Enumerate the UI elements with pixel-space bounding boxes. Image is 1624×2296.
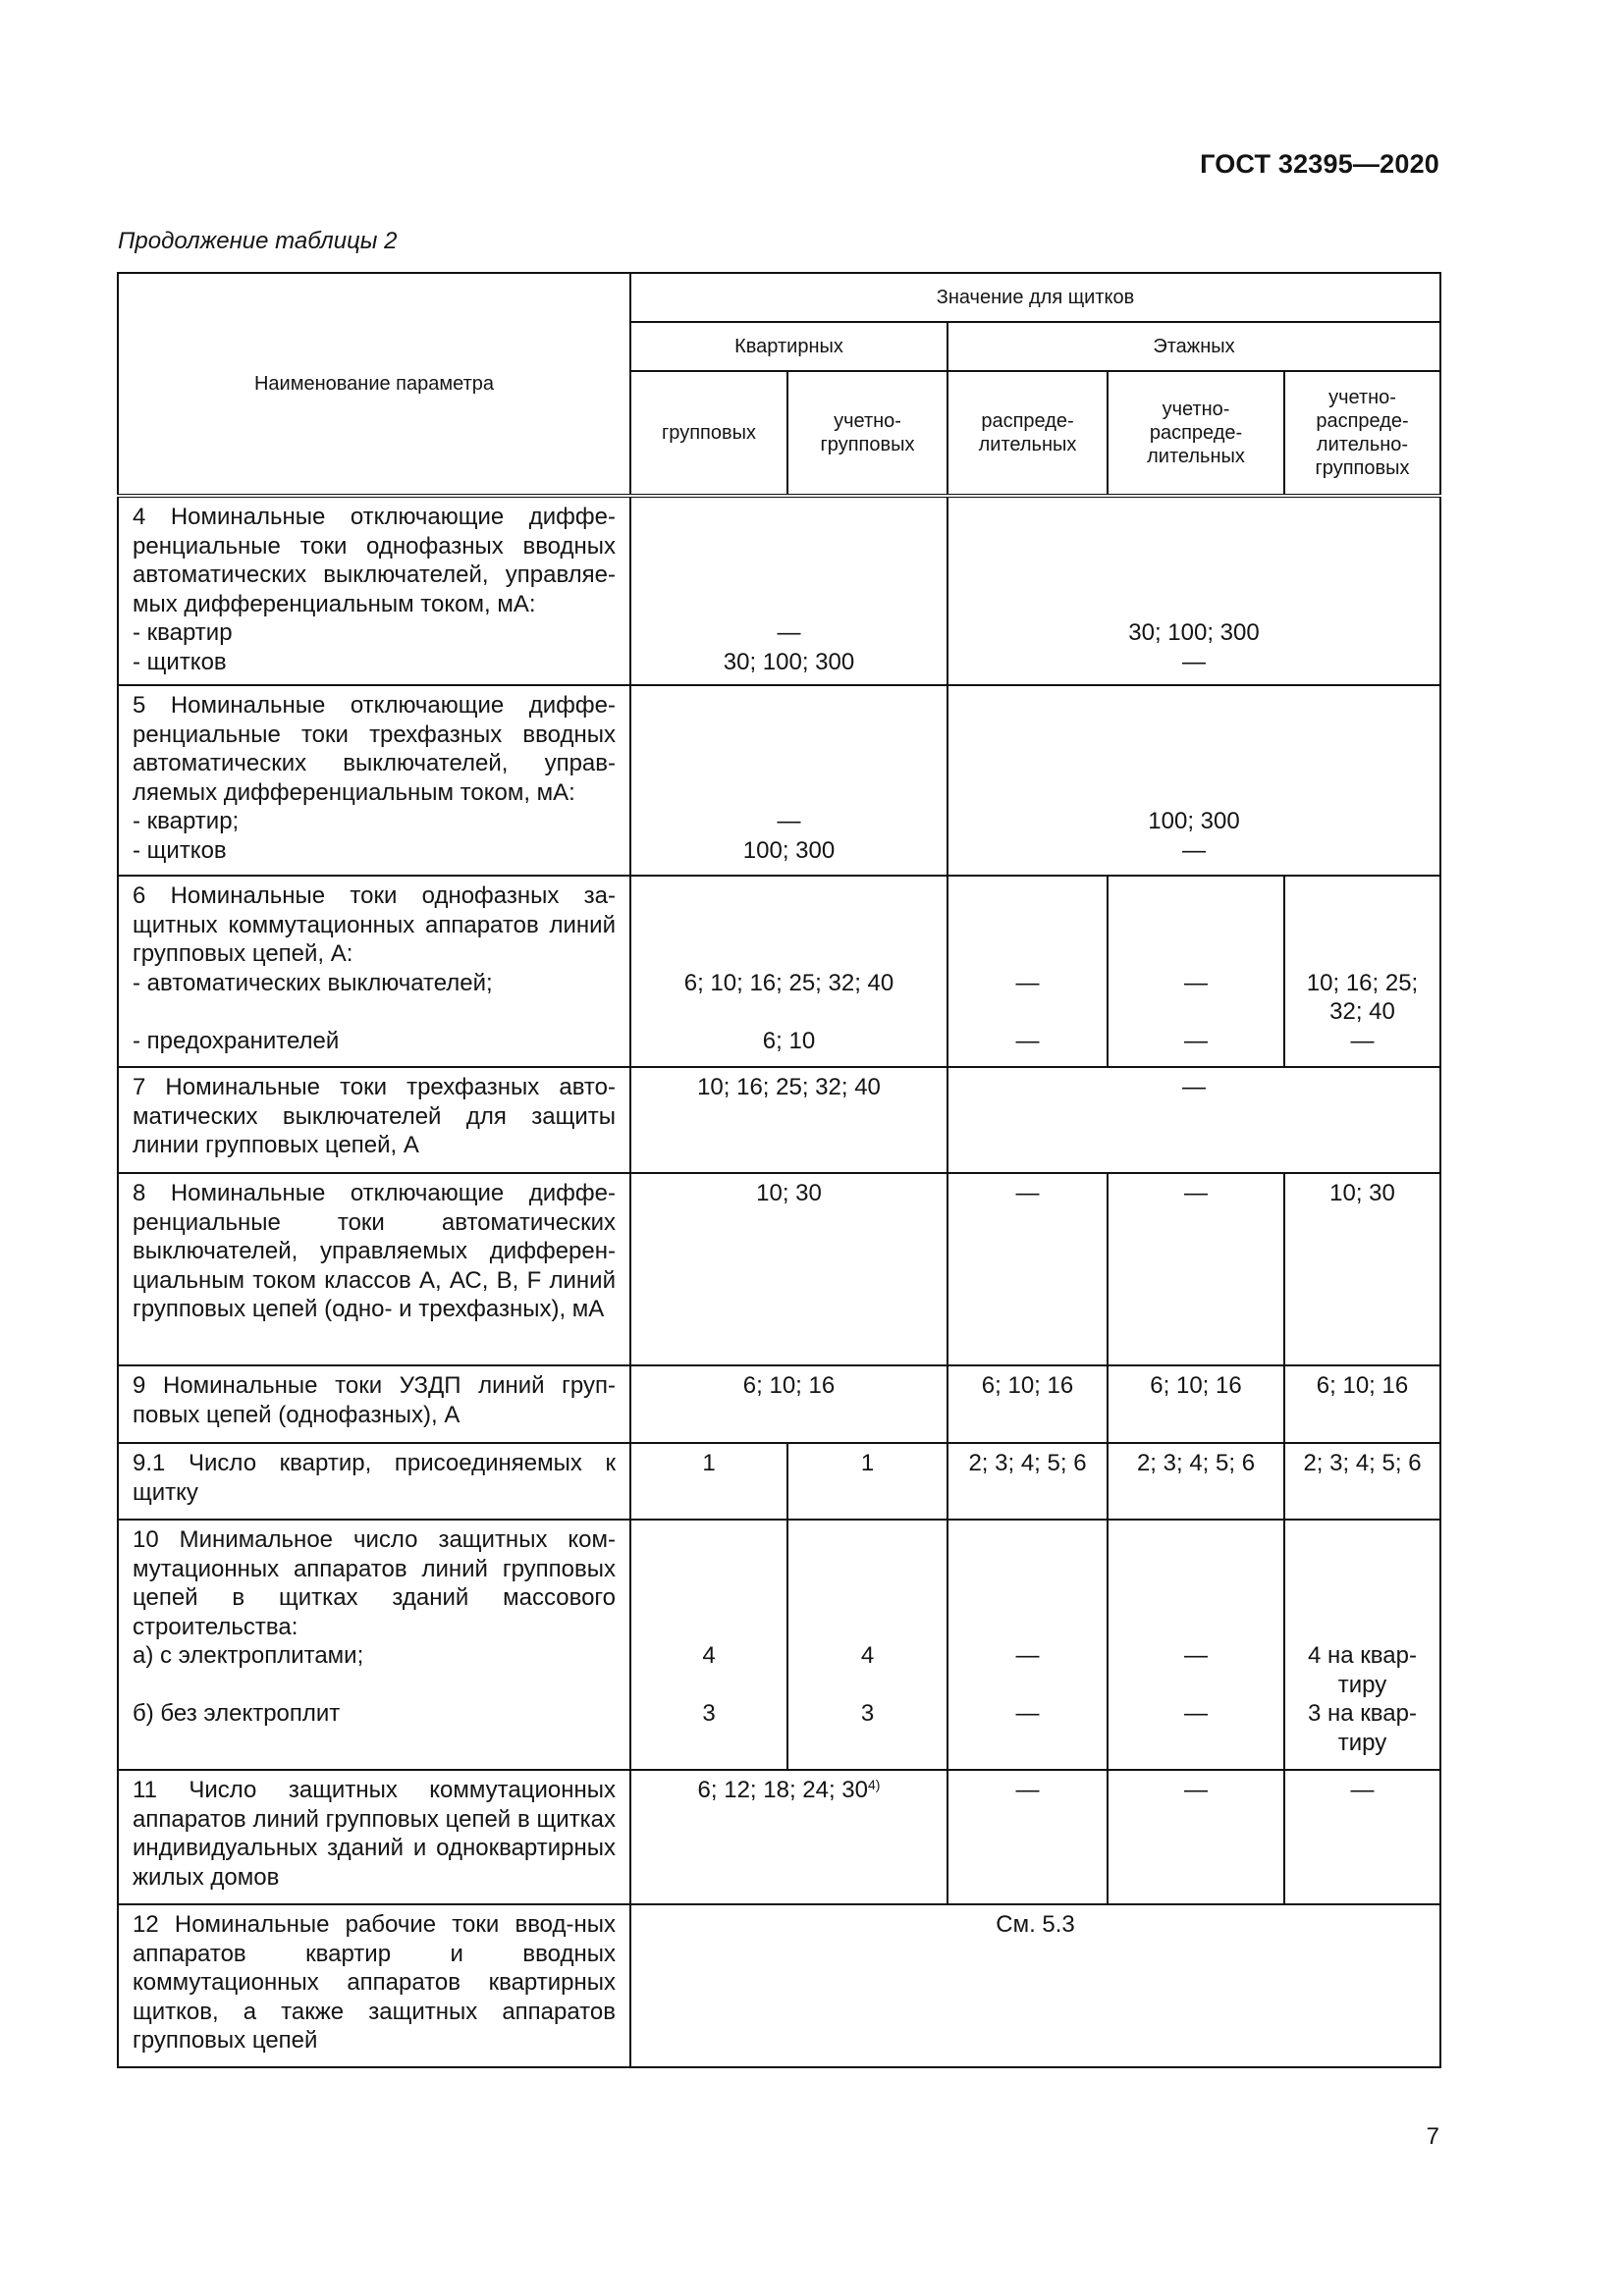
row-7-apartment-value: 10; 16; 25; 32; 40 bbox=[630, 1067, 947, 1173]
row-6-group-value-1: 10; 16; 25; 32; 40 bbox=[1306, 969, 1419, 1025]
row-6-distribution-value-1: — bbox=[1015, 969, 1040, 996]
row-7-floor-value: — bbox=[947, 1067, 1440, 1173]
parameters-table bbox=[117, 272, 1441, 2068]
row-10-distribution-value-2: — bbox=[1015, 1700, 1040, 1727]
row-4-floor-values bbox=[947, 496, 1440, 685]
row-4-floor-value-2: — bbox=[1182, 648, 1206, 675]
row-10-metering-value-1: — bbox=[1184, 1642, 1208, 1669]
row-8-distribution-value: — bbox=[947, 1173, 1108, 1365]
row-6-group-value-2: — bbox=[1350, 1027, 1375, 1054]
row-9-distribution-value: 6; 10; 16 bbox=[947, 1365, 1108, 1443]
table-row bbox=[118, 1770, 1440, 1904]
footnote-ref: 4) bbox=[868, 1777, 881, 1792]
row-11-metering-value: — bbox=[1108, 1770, 1284, 1904]
row-10-item-with-stoves: а) с электроплитами; bbox=[133, 1642, 364, 1669]
row-10-item-without-stoves: б) без электроплит bbox=[133, 1700, 341, 1727]
row-10-distribution-values bbox=[947, 1520, 1108, 1770]
table-row bbox=[118, 1520, 1440, 1770]
page-number: 7 bbox=[1426, 2123, 1439, 2150]
table-row bbox=[118, 1365, 1440, 1443]
row-9-group-value: 6; 10; 16 bbox=[1284, 1365, 1440, 1443]
row-6-apartment-values bbox=[630, 876, 947, 1067]
table-row bbox=[118, 876, 1440, 1067]
header-col-metering-group: учетно- групповых bbox=[787, 371, 947, 496]
document-code: ГОСТ 32395—2020 bbox=[1200, 149, 1439, 179]
header-col-metering-distribution-group: учетно- распреде- лительно- групповых bbox=[1284, 371, 1440, 496]
row-11-distribution-value: — bbox=[947, 1770, 1108, 1904]
row-4-item-panels: - щитков bbox=[133, 648, 227, 675]
table-continuation-caption: Продолжение таблицы 2 bbox=[118, 228, 398, 254]
row-6-description: 6 Номинальные токи однофазных за-щитных коммутационных аппаратов линий групповых цепей, А: bbox=[133, 882, 616, 967]
row-6-metering-value-2: — bbox=[1184, 1027, 1208, 1054]
row-5-apartment-value-2: 100; 300 bbox=[742, 836, 836, 864]
row-8-metering-value: — bbox=[1108, 1173, 1284, 1365]
row-11-apartment-value bbox=[630, 1770, 947, 1904]
row-11-apartment-value-text: 6; 12; 18; 24; 30 bbox=[697, 1777, 869, 1803]
row-10-group-distribution-value-1: 4 на квар- тиру bbox=[1308, 1642, 1417, 1698]
row-9-parameter: 9 Номинальные токи УЗДП линий груп-повых цепей (однофазных), А bbox=[118, 1365, 630, 1443]
row-6-distribution-value-2: — bbox=[1015, 1027, 1040, 1054]
row-5-floor-value-2: — bbox=[1182, 836, 1206, 864]
row-5-apartment-value-1: — bbox=[777, 808, 801, 834]
header-values-group: Значение для щитков bbox=[630, 273, 1440, 322]
row-5-floor-value-1: 100; 300 bbox=[1148, 808, 1240, 834]
row-10-group-distribution-values bbox=[1284, 1520, 1440, 1770]
header-col-group: групповых bbox=[630, 371, 787, 496]
row-6-item-fuses: - предохранителей bbox=[133, 1027, 340, 1054]
table-row bbox=[118, 685, 1440, 876]
row-10-metering-group-value-2: 3 bbox=[860, 1700, 875, 1727]
row-6-parameter bbox=[118, 876, 630, 1067]
row-6-group-values bbox=[1284, 876, 1440, 1067]
row-9-metering-value: 6; 10; 16 bbox=[1108, 1365, 1284, 1443]
row-4-floor-value-1: 30; 100; 300 bbox=[1128, 619, 1260, 646]
header-floor-group: Этажных bbox=[947, 322, 1440, 371]
row-9-apartment-value: 6; 10; 16 bbox=[630, 1365, 947, 1443]
table-row bbox=[118, 1443, 1440, 1520]
row-10-metering-value-2: — bbox=[1184, 1700, 1208, 1727]
row-10-description: 10 Минимальное число защитных ком-мутационных аппаратов линий групповых цепей в щитках зданий массового строительства: bbox=[133, 1526, 616, 1640]
row-9-1-distribution-value: 2; 3; 4; 5; 6 bbox=[947, 1443, 1108, 1520]
row-7-parameter: 7 Номинальные токи трехфазных авто-матических выключателей для защиты линии групповых цепей, А bbox=[118, 1067, 630, 1173]
row-4-description: 4 Номинальные отключающие диффе-ренциальные токи однофазных вводных автоматических выключателей, управляе-мых дифференциальным током, мА: bbox=[133, 504, 616, 617]
row-11-group-value: — bbox=[1284, 1770, 1440, 1904]
table-row bbox=[118, 1173, 1440, 1365]
row-8-apartment-value: 10; 30 bbox=[630, 1173, 947, 1365]
row-10-group-values bbox=[630, 1520, 787, 1770]
row-9-1-group-value: 1 bbox=[630, 1443, 787, 1520]
table-header bbox=[118, 273, 1440, 496]
row-9-1-group-distribution-value: 2; 3; 4; 5; 6 bbox=[1284, 1443, 1440, 1520]
row-10-group-value-2: 3 bbox=[702, 1700, 716, 1727]
row-12-value: См. 5.3 bbox=[630, 1904, 1440, 2067]
table-row bbox=[118, 496, 1440, 685]
row-5-floor-values bbox=[947, 685, 1440, 876]
row-10-distribution-value-1: — bbox=[1015, 1642, 1040, 1669]
row-10-metering-group-values bbox=[787, 1520, 947, 1770]
row-12-parameter: 12 Номинальные рабочие токи ввод-ных аппаратов квартир и вводных коммутационных аппаратов квартирных щитков, а также защитных аппаратов групповых цепей bbox=[118, 1904, 630, 2067]
row-9-1-parameter: 9.1 Число квартир, присоединяемых к щитку bbox=[118, 1443, 630, 1520]
row-10-metering-group-value-1: 4 bbox=[860, 1642, 875, 1669]
row-6-item-breakers: - автоматических выключателей; bbox=[133, 969, 493, 996]
row-6-metering-values bbox=[1108, 876, 1284, 1067]
row-6-metering-value-1: — bbox=[1184, 969, 1208, 996]
row-10-group-distribution-value-2: 3 на квар- тиру bbox=[1308, 1700, 1417, 1756]
header-col-distribution: распреде- лительных bbox=[947, 371, 1108, 496]
row-5-item-panels: - щитков bbox=[133, 836, 227, 864]
row-10-group-value-1: 4 bbox=[702, 1642, 716, 1669]
row-9-1-metering-group-value: 1 bbox=[787, 1443, 947, 1520]
header-col-metering-distribution: учетно- распреде- лительных bbox=[1108, 371, 1284, 496]
table-row bbox=[118, 1067, 1440, 1173]
header-parameter-name: Наименование параметра bbox=[118, 273, 630, 496]
row-6-distribution-values bbox=[947, 876, 1108, 1067]
row-4-apartment-value-2: 30; 100; 300 bbox=[723, 648, 855, 675]
row-4-item-apartments: - квартир bbox=[133, 619, 233, 646]
row-8-group-value: 10; 30 bbox=[1284, 1173, 1440, 1365]
row-5-item-apartments: - квартир; bbox=[133, 808, 240, 834]
row-5-apartment-values bbox=[630, 685, 947, 876]
table-row bbox=[118, 1904, 1440, 2067]
row-9-1-metering-value: 2; 3; 4; 5; 6 bbox=[1108, 1443, 1284, 1520]
row-8-parameter: 8 Номинальные отключающие диффе-ренциальные токи автоматических выключателей, управляемых дифферен-циальным током классов А, АС, В, F линий групповых цепей (одно- и трехфазных), мА bbox=[118, 1173, 630, 1365]
row-4-parameter bbox=[118, 496, 630, 685]
header-apartment-group: Квартирных bbox=[630, 322, 947, 371]
row-11-parameter: 11 Число защитных коммутационных аппаратов линий групповых цепей в щитках индивидуальных зданий и одноквартирных жилых домов bbox=[118, 1770, 630, 1904]
row-5-description: 5 Номинальные отключающие диффе-ренциальные токи трехфазных вводных автоматических выключателей, управ-ляемых дифференциальным током, мА: bbox=[133, 692, 616, 806]
row-10-parameter bbox=[118, 1520, 630, 1770]
row-6-apartment-value-1: 6; 10; 16; 25; 32; 40 bbox=[683, 969, 894, 996]
row-4-apartment-values bbox=[630, 496, 947, 685]
row-10-metering-values bbox=[1108, 1520, 1284, 1770]
row-6-apartment-value-2: 6; 10 bbox=[762, 1027, 816, 1054]
row-5-parameter bbox=[118, 685, 630, 876]
row-4-apartment-value-1: — bbox=[777, 619, 801, 646]
